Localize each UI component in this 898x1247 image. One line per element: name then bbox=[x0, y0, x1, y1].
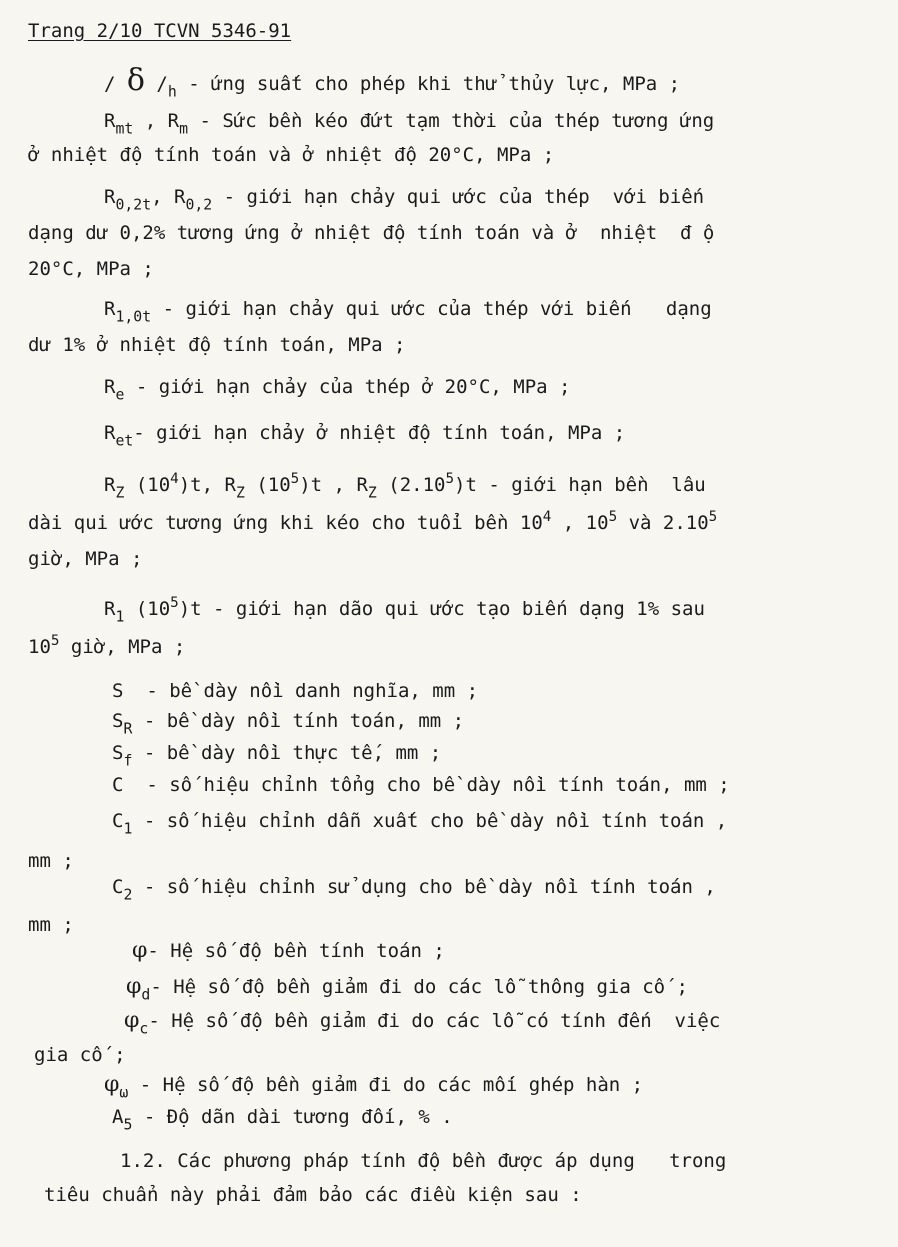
def-r-mt: $R_{mt}$ , $R_m$ - Sức bền kéo đứt tạm thời của thép tương ứng bbox=[104, 110, 715, 138]
def-c1: $C_1$ - số hiệu chỉnh dẫn xuất cho bề dày nồi tính toán , bbox=[112, 810, 728, 838]
def-r-z: $R_Z$ $(10^4)t$, $R_Z$ $(10^5)t$ , $R_Z$ (2.10$^5$)t - giới hạn bền lâu bbox=[104, 471, 706, 502]
def-phi-c-cont: gia cố ; bbox=[34, 1044, 126, 1066]
clause-1-2: 1.2. Các phương pháp tính độ bền được áp dụng trong bbox=[120, 1150, 727, 1172]
def-r-z-cont1: dài qui ước tương ứng khi kéo cho tuổi bền $10^4$ , $10^5$ và 2.10$^5$ bbox=[28, 509, 718, 534]
def-r-02-cont1: dạng dư 0,2% tương ứng ở nhiệt độ tính toán và ở nhiệt đ ộ bbox=[28, 222, 715, 244]
def-c2-cont: mm ; bbox=[28, 914, 74, 936]
def-r-10: $R_{1,0t}$ - giới hạn chảy qui ước của thép với biến dạng bbox=[104, 298, 712, 326]
def-phi-d: $\varphi_d-$ Hệ số độ bền giảm đi do các lỗ thông gia cố ; bbox=[126, 974, 688, 1004]
page-header: Trang 2/10 TCVN 5346-91 bbox=[28, 20, 292, 42]
def-phi-w: $\varphi_\omega$ - Hệ số độ bền giảm đi do các mối ghép hàn ; bbox=[104, 1072, 644, 1102]
def-r-1-cont: $10^5$ giờ, MPa ; bbox=[28, 633, 186, 658]
phi-symbol: φ bbox=[104, 1072, 120, 1097]
def-r-et: $R_{et}-$ giới hạn chảy ở nhiệt độ tính toán, MPa ; bbox=[104, 422, 626, 450]
clause-1-2-cont: tiêu chuẩn này phải đảm bảo các điều kiện sau : bbox=[44, 1184, 582, 1206]
phi-symbol: φ bbox=[126, 974, 142, 999]
def-s: S - bề dày nồi danh nghĩa, mm ; bbox=[112, 680, 479, 702]
def-c2: $C_2$ - số hiệu chỉnh sử dụng cho bề dày nồi tính toán , bbox=[112, 876, 716, 904]
def-phi: φ- Hệ số độ bền tính toán ; bbox=[132, 938, 445, 963]
def-c1-cont: mm ; bbox=[28, 850, 74, 872]
phi-symbol: φ bbox=[132, 938, 148, 963]
def-phi-c: $\varphi_c-$ Hệ số độ bền giảm đi do các lỗ có tính đến việc bbox=[124, 1008, 721, 1038]
phi-symbol: φ bbox=[124, 1008, 140, 1033]
def-r-z-cont2: giờ, MPa ; bbox=[28, 548, 143, 570]
def-r-02-cont2: 20°C, MPa ; bbox=[28, 258, 154, 280]
def-sigma-h: / δ $/_h$ - ứng suất cho phép khi thử thủy lực, MPa ; bbox=[104, 63, 681, 101]
def-r-10-cont: dư 1% ở nhiệt độ tính toán, MPa ; bbox=[28, 334, 406, 356]
def-r-02: $R_{0,2t}$, $R_{0,2}$ - giới hạn chảy qui ước của thép với biến bbox=[104, 186, 705, 214]
def-a5: $A_5$ - Độ dãn dài tương đối, % . bbox=[112, 1106, 453, 1134]
def-r-1: $R_1$ $(10^5)t$ - giới hạn dão qui ước tạo biến dạng 1% sau bbox=[104, 595, 705, 626]
def-s-f: $S_f$ - bề dày nồi thực tế, mm ; bbox=[112, 742, 442, 770]
def-r-mt-cont: ở nhiệt độ tính toán và ở nhiệt độ 20°C, MPa ; bbox=[28, 144, 555, 166]
def-r-e: $R_e$ - giới hạn chảy của thép ở 20°C, MPa ; bbox=[104, 376, 571, 404]
sigma-symbol: δ bbox=[126, 63, 145, 98]
def-s-r: $S_R$ - bề dày nồi tính toán, mm ; bbox=[112, 710, 465, 738]
def-c: C - số hiệu chỉnh tổng cho bề dày nồi tính toán, mm ; bbox=[112, 774, 730, 796]
